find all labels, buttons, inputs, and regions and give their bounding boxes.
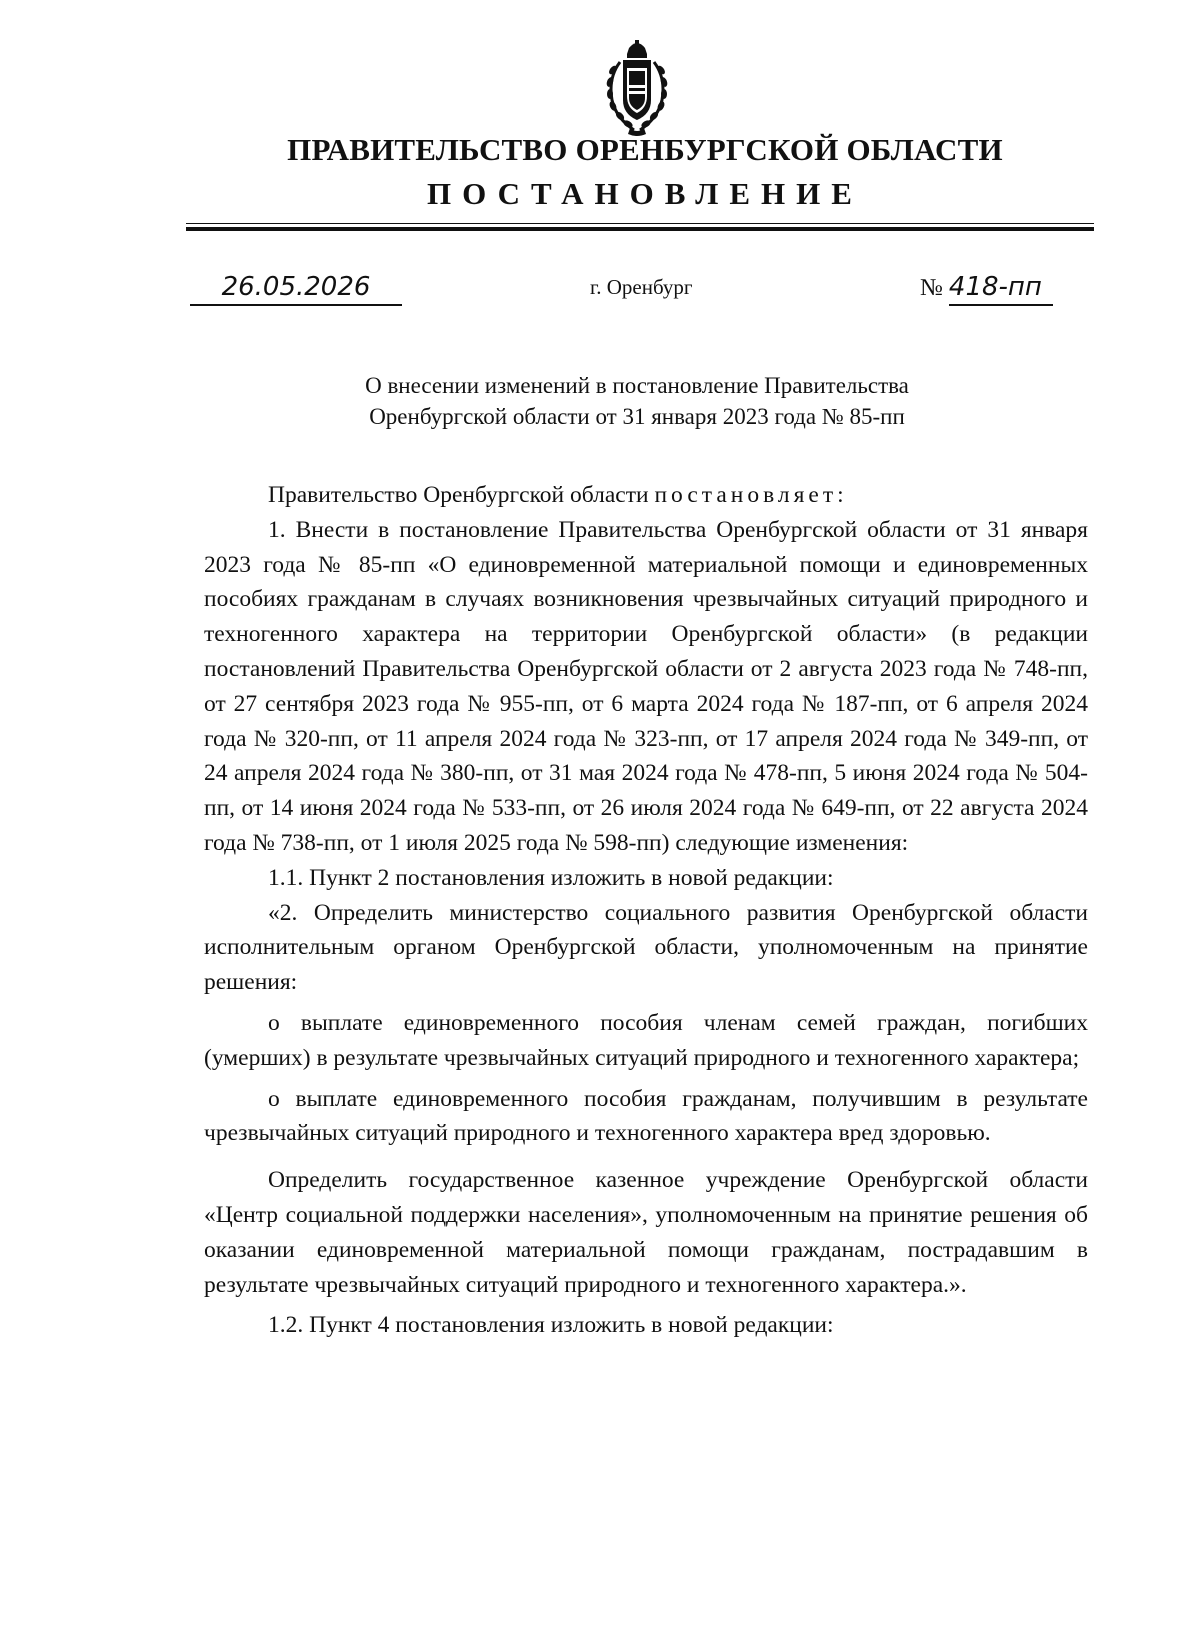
paragraph-1-1-b: о выплате единовременного пособия членам семей граждан, погибших (умерших) в результате чрезвычайных ситуаций природного и техногенного характера;: [204, 1009, 1088, 1071]
subject-line-1: О внесении изменений в постановление Правительства: [365, 373, 909, 398]
document-date: 26.05.2026: [190, 270, 402, 306]
preamble-verb: постановляет: [654, 482, 838, 508]
paragraph-1: 1. Внести в постановление Правительства Оренбургской области от 31 января 2023 года № 85-пп «О единовременной материальной помощи и единовременных пособиях гражданам в случаях возникновения чрезвычайных ситуаций природного и техногенного характера на территории Оренбургской области» (в редакции постановлений Правительства Оренбургской области от 2 августа 2023 года № 748-пп, от 27 сентября 2023 года № 955-пп, от 6 марта 2024 года № 187-пп, от 6 апреля 2024 года № 320-пп, от 11 апреля 2024 года № 323-пп, от 17 апреля 2024 года № 349-пп, от 24 апреля 2024 года № 380-пп, от 31 мая 2024 года № 478-пп, 5 июня 2024 года № 504-пп, от 14 июня 2024 года № 533-пп, от 26 июля 2024 года № 649-пп, от 22 августа 2024 года № 738-пп, от 1 июля 2025 года № 598-пп) следующие изменения:: [204, 516, 1088, 856]
preamble-tail: :: [837, 482, 844, 508]
paragraph-1-1: 1.1. Пункт 2 постановления изложить в новой редакции:: [268, 864, 834, 891]
document-body: [204, 478, 1088, 1343]
document-number: [920, 270, 1053, 306]
number-value: 418-пп: [949, 270, 1053, 306]
coat-of-arms-icon: [604, 38, 670, 138]
paragraph-1-1-d: Определить государственное казенное учреждение Оренбургской области «Центр социальной поддержки населения», уполномоченным на принятие решения об оказании единовременной материальной помощи гражданам, пострадавшим в результате чрезвычайных ситуаций природного и техногенного характера.».: [204, 1167, 1088, 1298]
document-city: г. Оренбург: [590, 275, 693, 299]
preamble-paragraph: [204, 478, 1088, 513]
paragraph-1-1-a: «2. Определить министерство социального развития Оренбургской области исполнительным органом Оренбургской области, уполномоченным на принятие решения:: [204, 899, 1088, 996]
number-sign: №: [920, 275, 943, 301]
paragraph-1-1-c: о выплате единовременного пособия гражданам, получившим в результате чрезвычайных ситуаций природного и техногенного характера вред здоровью.: [204, 1085, 1088, 1147]
document-subject: [0, 370, 1200, 432]
document-type-heading: ПОСТАНОВЛЕНИЕ: [427, 176, 863, 211]
header-divider-thick: [186, 227, 1094, 231]
organization-title: ПРАВИТЕЛЬСТВО ОРЕНБУРГСКОЙ ОБЛАСТИ: [287, 132, 1003, 167]
header-divider-thin: [186, 223, 1094, 224]
preamble-lead: Правительство Оренбургской области: [268, 482, 655, 508]
paragraph-1-2: 1.2. Пункт 4 постановления изложить в новой редакции:: [268, 1312, 834, 1339]
subject-line-2: Оренбургской области от 31 января 2023 года № 85-пп: [369, 404, 905, 429]
